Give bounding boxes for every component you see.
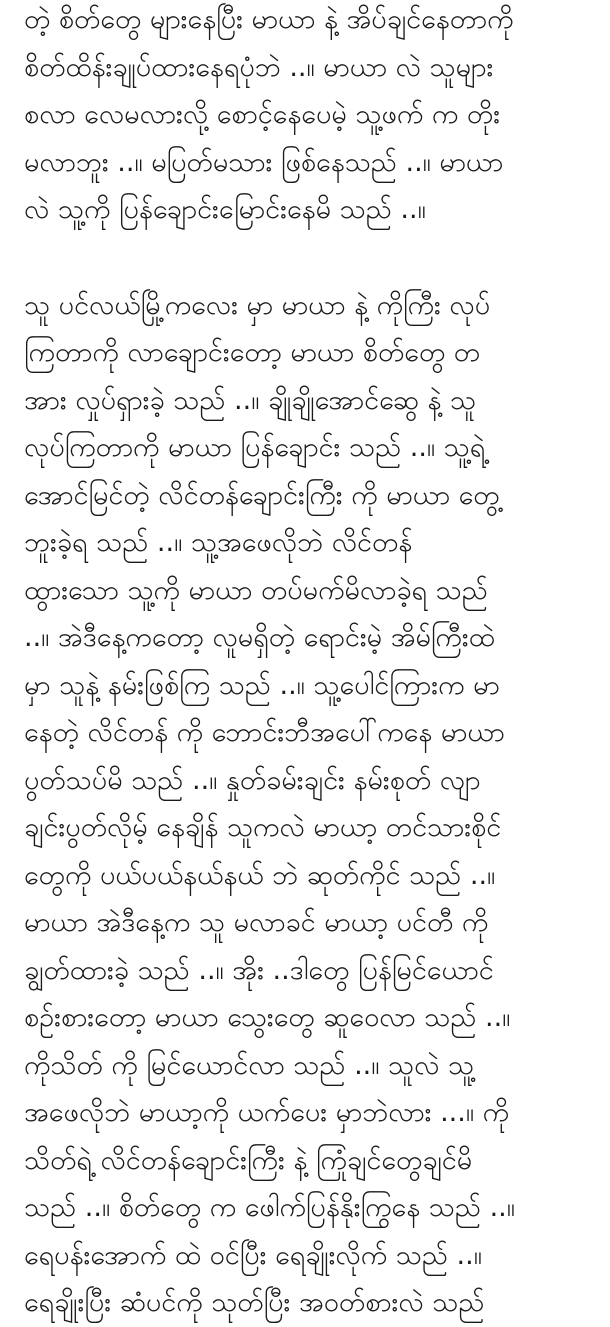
text-line: ပွတ်သပ်မိ သည် ..။ နှုတ်ခမ်းချင်း နမ်းစုတ် လျာ	[24, 764, 481, 796]
text-line: စဉ်းစားတော့ မာယာ သွေးတွေ ဆူဝေလာ သည် ..။	[24, 1002, 511, 1033]
text-line: ထွားသော သူ့ကို မာယာ တပ်မက်မိလာခဲ့ရ သည်	[24, 574, 488, 606]
text-line: နေတဲ့ လိင်တန် ကို ဘောင်းဘီအပေါ်ကနေ မာယာ	[24, 717, 505, 748]
text-line: တွေကို ပယ်ပယ်နယ်နယ် ဘဲ ဆုတ်ကိုင် သည် ..။	[24, 859, 496, 891]
text-line: လဲ သူ့ကို ပြန်ချောင်းမြောင်းနေမိ သည် ..။	[24, 194, 426, 225]
text-line: လုပ်ကြတာကို မာယာ ပြန်ချောင်း သည် ..။ သူ့ရဲ့	[24, 432, 486, 463]
text-line: ချွတ်ထားခဲ့ သည် ..။ အိုး ..ဒါတွေ ပြန်မြင်ယောင်	[24, 954, 494, 986]
text-line: ချင်းပွတ်လိုမ့် နေချိန် သူကလဲ မာယာ့ တင်သားစိုင်	[24, 812, 502, 843]
text-line: မာယာ အဲဒီနေ့က သူ မလာခင် မာယာ့ ပင်တီ ကို	[24, 907, 489, 938]
text-line: သိတ်ရဲ့ လိင်တန်ချောင်းကြီး နဲ့ ကြုံချင်တွေချင်မိ	[24, 1144, 473, 1176]
text-line: စိတ်ထိန်းချုပ်ထားနေရပုံဘဲ ..။ မာယာ လဲ သူများ	[24, 51, 494, 83]
text-line: အဖေလိုဘဲ မာယာ့ကို ယက်ပေး မှာဘဲလား ...။ ကို	[24, 1097, 510, 1128]
text-line: ..။ အဲဒီနေ့ကတော့ လူမရှိတဲ့ ရောင်းမဲ့ အိမ်ကြီးထဲ	[24, 622, 495, 653]
paragraph-1	[24, 0, 592, 234]
text-line: ရေပန်းအောက် ထဲ ဝင်ပြီး ရေချိုးလိုက် သည် ..။	[24, 1239, 482, 1271]
text-line: မှာ သူနဲ့ နမ်းဖြစ်ကြ သည် ..။ သူ့ပေါင်ကြားက မာ	[24, 669, 500, 701]
text-line: စလာ လေမလားလို့ စောင့်နေပေမဲ့ သူ့ဖက် က တိုး	[24, 99, 501, 130]
text-line: ရေချိုးပြီး ဆံပင်ကို သုတ်ပြီး အဝတ်စားလဲ သည်	[24, 1287, 485, 1318]
text-line: အား လှုပ်ရှားခဲ့ သည် ..။ ချိုချိုအောင်ဆွေ နဲ့ သူ	[24, 384, 477, 416]
text-line: သူ ပင်လယ်မြို့ကလေး မှာ မာယာ နဲ့ ကိုကြီး လုပ်	[24, 289, 491, 321]
text-line: တဲ့ စိတ်တွေ များနေပြီး မာယာ နဲ့ အိပ်ချင်နေတာကို	[24, 4, 514, 35]
text-line: ကြတာကို လာချောင်းတော့ မာယာ စိတ်တွေ တ	[24, 337, 481, 368]
text-line: ဘူးခဲ့ရ သည် ..။ သူ့အဖေလိုဘဲ လိင်တန်	[24, 527, 413, 558]
text-line: အောင်မြင်တဲ့ လိင်တန်ချောင်းကြီး ကို မာယာ တွေ့	[24, 479, 500, 511]
text-line: မလာဘူး ..။ မပြတ်မသား ဖြစ်နေသည် ..။ မာယာ	[24, 146, 504, 178]
text-line: သည် ..။ စိတ်တွေ က ဖေါက်ပြန်နိုးကြွနေ သည် ..။	[24, 1192, 515, 1223]
paragraph-2	[24, 282, 592, 1327]
text-line: ကိုသိတ် ကို မြင်ယောင်လာ သည် ..။ သူလဲ သူ့	[24, 1049, 475, 1081]
